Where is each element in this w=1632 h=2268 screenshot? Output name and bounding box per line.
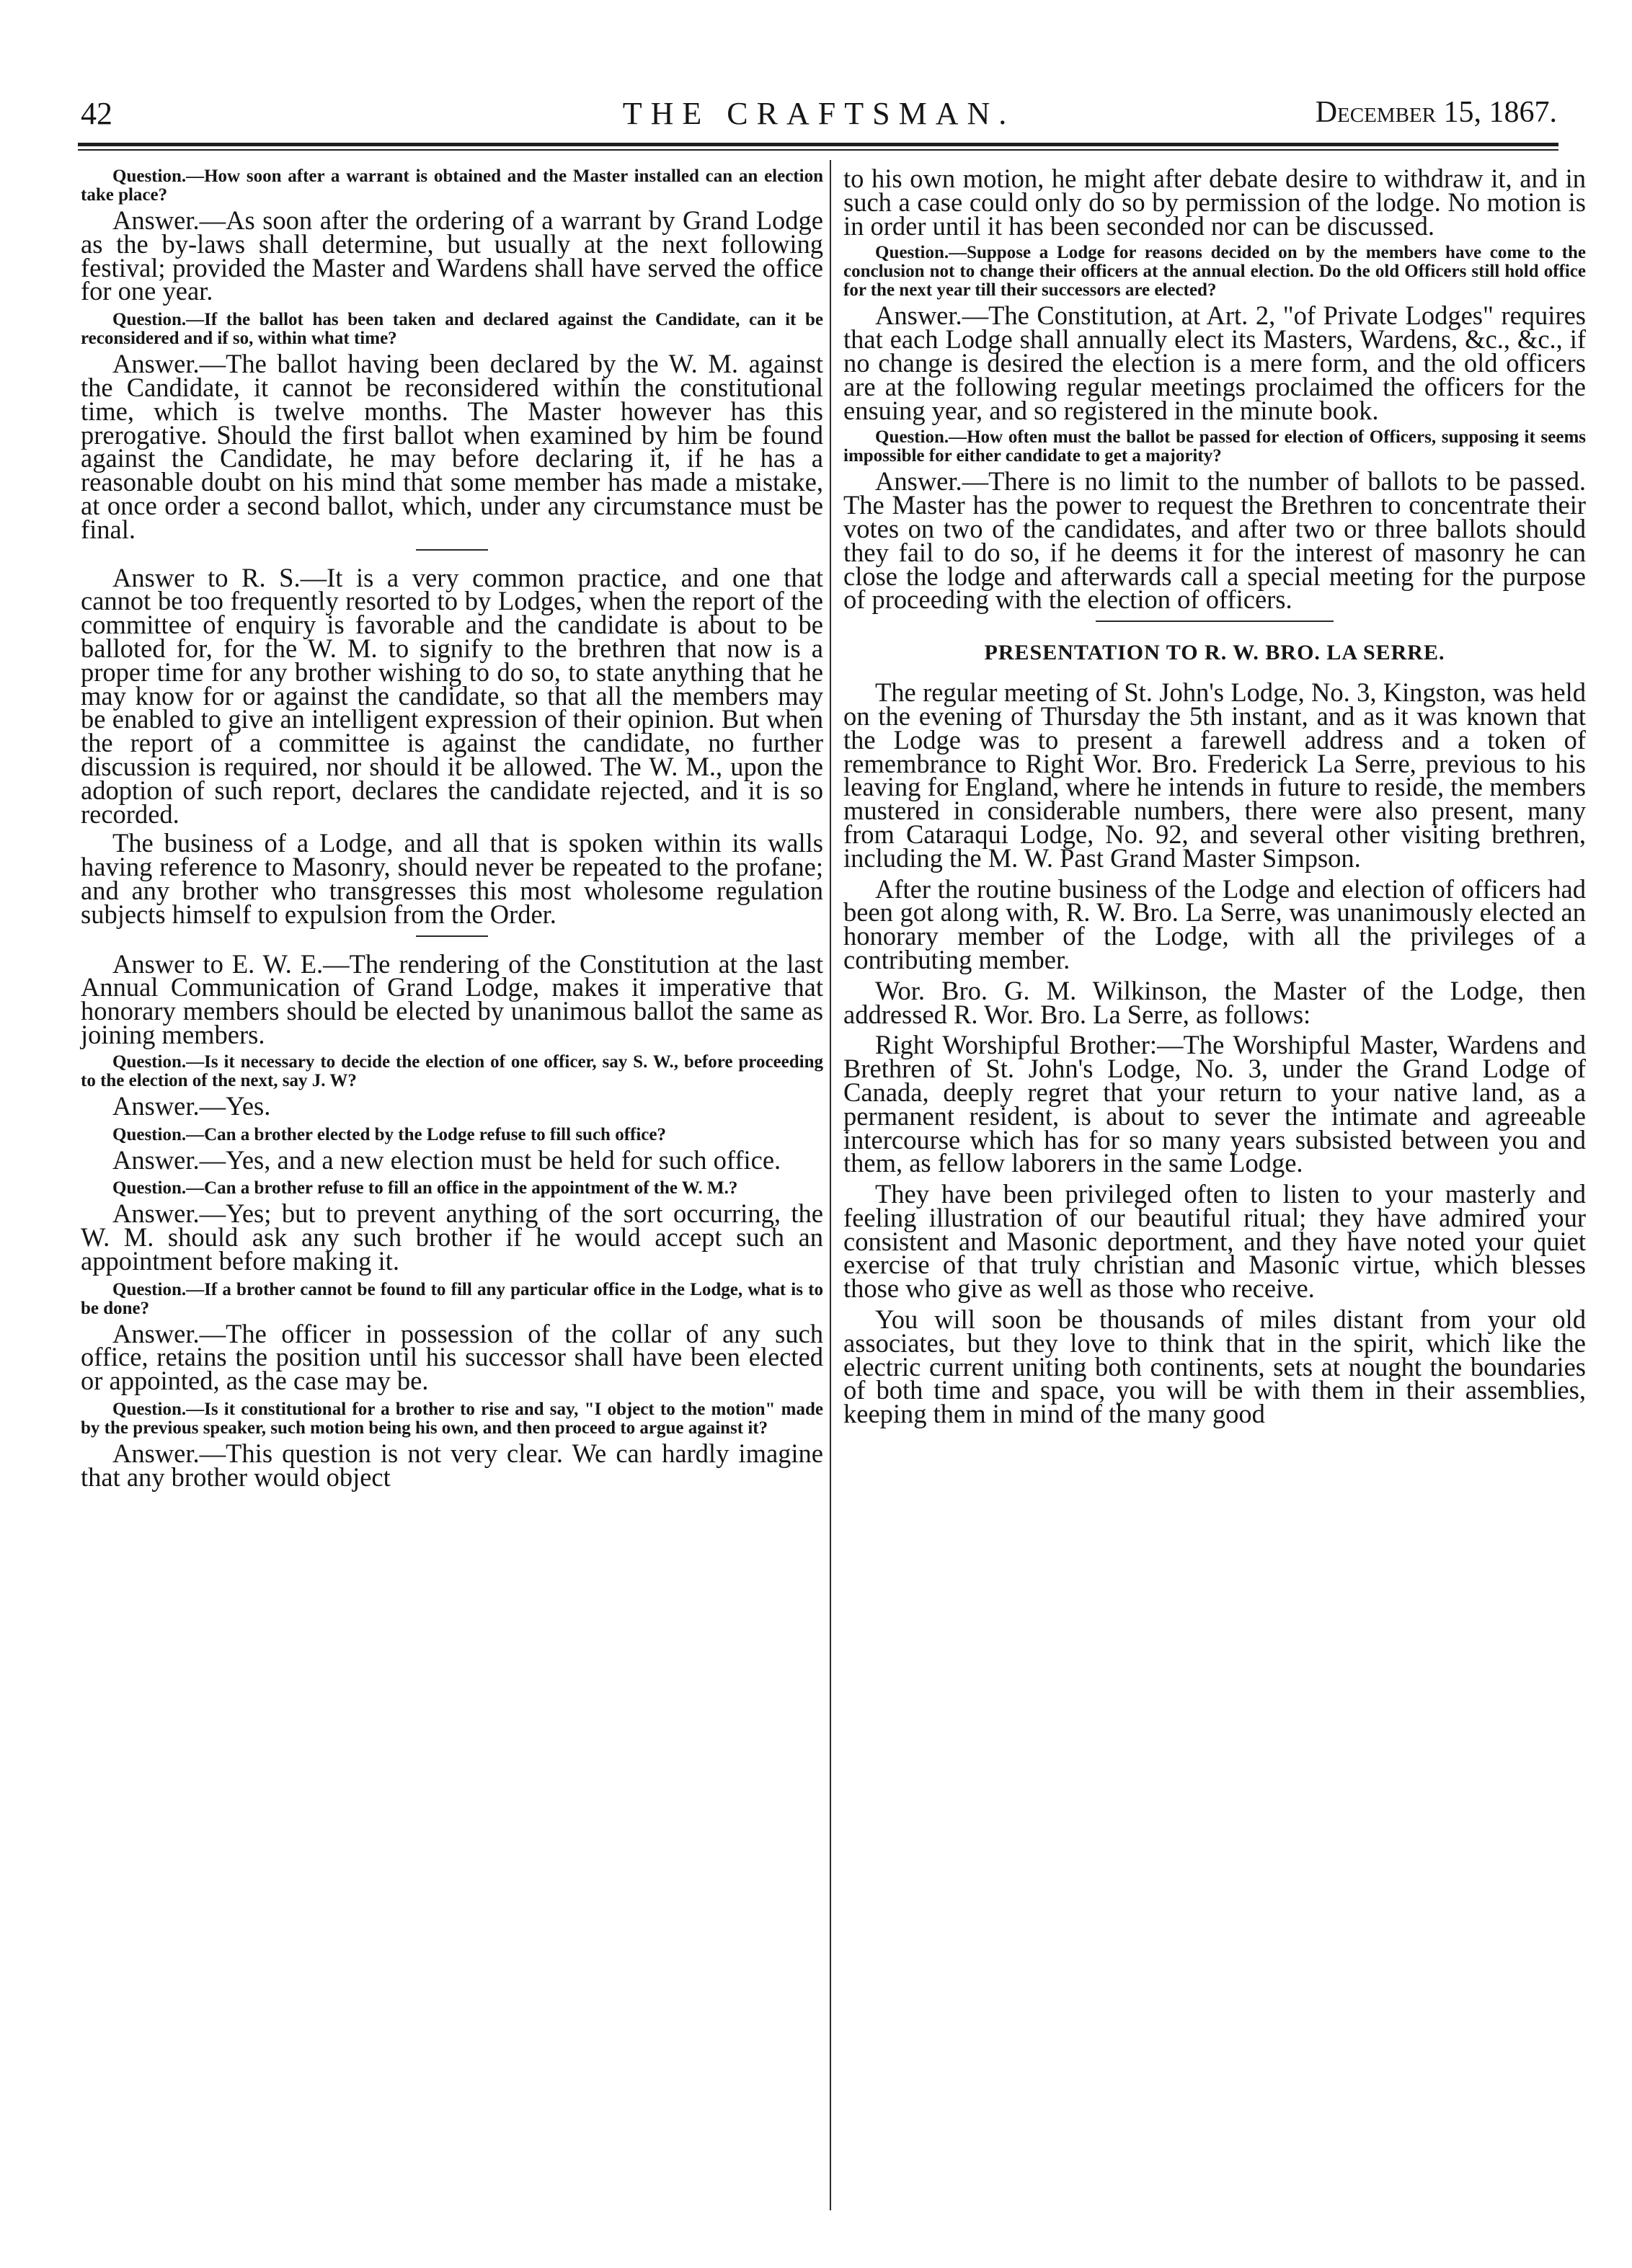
answer-to-r-s: Answer to R. S.—It is a very common practice, and one that cannot be too frequently resorted to by Lodges, when the report of the committee of enquiry is favorable and the candidate is about to be balloted for, for the W. M. to signify to the brethren that now is a proper time for any brother wishing to do so, to state anything that he may know for or against the candidate, so that all the members may be enabled to give an intelligent expression of their opinion. But when the report of a committee is against the candidate, no further discussion is required, nor should it be allowed. The W. M., upon the adoption of such report, declares the candidate rejected, and it is so recorded. [81, 562, 823, 829]
left-column [81, 167, 823, 1490]
answer-8: Answer.—The officer in possession of the collar of any such office, retains the position until his successor shall have been elected or appointed, as the case may be. [81, 1318, 823, 1396]
issue-date: December 15, 1867. [1315, 96, 1557, 129]
question-11: Question.—How often must the ballot be passed for election of Officers, supposing it seems impossible for either candidate to get a majority? [843, 427, 1586, 466]
answer-5: Answer.—Yes. [112, 1090, 271, 1121]
question-5: Question.—Is it necessary to decide the election of one officer, say S. W., before proceeding to the election of the next, say J. W? [81, 1051, 823, 1090]
question-9: Question.—Is it constitutional for a brother to rise and say, "I object to the motion" made by the previous speaker, such motion being his own, and then proceed to argue against it? [81, 1400, 823, 1438]
answer-1: Answer.—As soon after the ordering of a warrant by Grand Lodge as the by-laws shall determine, but usually at the next following festival; provided the Master and Wardens shall have served the office for one year. [81, 205, 823, 306]
article-heading: PRESENTATION TO R. W. BRO. LA SERRE. [984, 641, 1445, 665]
masthead [81, 95, 1557, 135]
page-number: 42 [81, 96, 112, 131]
answer-6: Answer.—Yes, and a new election must be held for such office. [112, 1144, 781, 1175]
address-paragraph-1: Right Worshipful Brother:—The Worshipful Master, Wardens and Brethren of St. John's Lodge, No. 3, under the Grand Lodge of Canada, deeply regret that your return to your native land, as a permanent resident, is about to sever the intimate and agreeable intercourse which has for so many years subsisted between you and them, as fellow laborers in the same Lodge. [843, 1030, 1586, 1178]
answer-7: Answer.—Yes; but to prevent anything of the sort occurring, the W. M. should ask any such brother if he would accept such an appointment before making it. [81, 1199, 823, 1276]
question-1: Question.—How soon after a warrant is obtained and the Master installed can an election take place? [81, 166, 823, 205]
question-7: Question.—Can a brother refuse to fill an office in the appointment of the W. M.? [112, 1178, 738, 1199]
answer-2: Answer.—The ballot having been declared by the W. M. against the Candidate, it cannot be reconsidered within the constitutional time, which is twelve months. The Master however has this prerogative. Should the first ballot when examined by him be found against the Candidate, he may before declaring it, if he has a reasonable doubt on his mind that some member has made a mistake, at once order a second ballot, which, under any circumstance must be final. [81, 349, 823, 544]
answer-to-e-w-e: Answer to E. W. E.—The rendering of the Constitution at the last Annual Communication of Grand Lodge, makes it imperative that honorary members should be elected by unanimous ballot the same as joining members. [81, 948, 823, 1049]
question-8: Question.—If a brother cannot be found to fill any particular office in the Lodge, what is to be done? [81, 1279, 823, 1318]
publication-title: THE CRAFTSMAN. [622, 96, 1016, 131]
answer-9: Answer.—This question is not very clear. We can hardly imagine that any brother would object [81, 1438, 823, 1492]
answer-9-continued: to his own motion, he might after debate desire to withdraw it, and in such a case could only do so by permission of the lodge. No motion is in order until it has been seconded nor can be discussed. [843, 164, 1586, 241]
article-paragraph-1: The regular meeting of St. John's Lodge, No. 3, Kingston, was held on the evening of Thursday the 5th instant, and as it was known that the Lodge was to present a farewell address and a token of remembrance to Right Wor. Bro. Frederick La Serre, previous to his leaving for England, where he intends in future to reside, the members mustered in considerable numbers, there were also present, many from Cataraqui Lodge, No. 92, and several other visiting brethren, including the M. W. Past Grand Master Simpson. [843, 677, 1586, 873]
right-column [843, 164, 1586, 1429]
question-10: Question.—Suppose a Lodge for reasons decided on by the members have come to the conclusion not to change their officers at the annual election. Do the old Officers still hold office for the next year till their successors are elected? [843, 243, 1586, 301]
masthead-rule-thick [78, 143, 1558, 146]
separator-rule [416, 549, 488, 551]
article-paragraph-2: After the routine business of the Lodge and election of officers had been got along with, R. W. Bro. La Serre, was unanimously elected an honorary member of the Lodge, with all the privileges of a contributing member. [843, 873, 1586, 974]
separator-rule [416, 935, 488, 937]
address-paragraph-3: You will soon be thousands of miles distant from your old associates, but they love to think that in the spirit, which like the electric current uniting both continents, sets at nought the boundaries of both time and space, you will be with them in their assemblies, keeping them in mind of the many good [843, 1304, 1586, 1429]
masthead-rule-thin [78, 149, 1558, 151]
article-paragraph-3: Wor. Bro. G. M. Wilkinson, the Master of the Lodge, then addressed R. Wor. Bro. La Serre, as follows: [843, 975, 1586, 1029]
question-2: Question.—If the ballot has been taken and declared against the Candidate, can it be reconsidered and if so, within what time? [81, 310, 823, 349]
separator-rule [1096, 621, 1334, 622]
column-divider [830, 160, 831, 2210]
answer-11: Answer.—There is no limit to the number of ballots to be passed. The Master has the power to request the Brethren to concentrate their votes on two of the candidates, and after two or three ballots should they fail to do so, if he deems it for the interest of masonry he can close the lodge and afterwards call a special meeting for the purpose of proceeding with the election of officers. [843, 466, 1586, 615]
business-paragraph: The business of a Lodge, and all that is spoken within its walls having reference to Masonry, should never be repeated to the profane; and any brother who transgresses this most wholesome regulation subjects himself to expulsion from the Order. [81, 828, 823, 929]
question-6: Question.—Can a brother elected by the Lodge refuse to fill such office? [112, 1124, 666, 1144]
answer-10: Answer.—The Constitution, at Art. 2, "of Private Lodges" requires that each Lodge shall annually elect its Masters, Wardens, &c., &c., if no change is desired the election is a mere form, and the old officers are at the following regular meetings proclaimed the officers for the ensuing year, and so registered in the minute book. [843, 301, 1586, 425]
address-paragraph-2: They have been privileged often to listen to your masterly and feeling illustration of our beautiful ritual; they have admired your consistent and Masonic deportment, and they have noted your quiet exercise of that truly christian and Masonic virtue, which blesses those who give as well as those who receive. [843, 1179, 1586, 1304]
